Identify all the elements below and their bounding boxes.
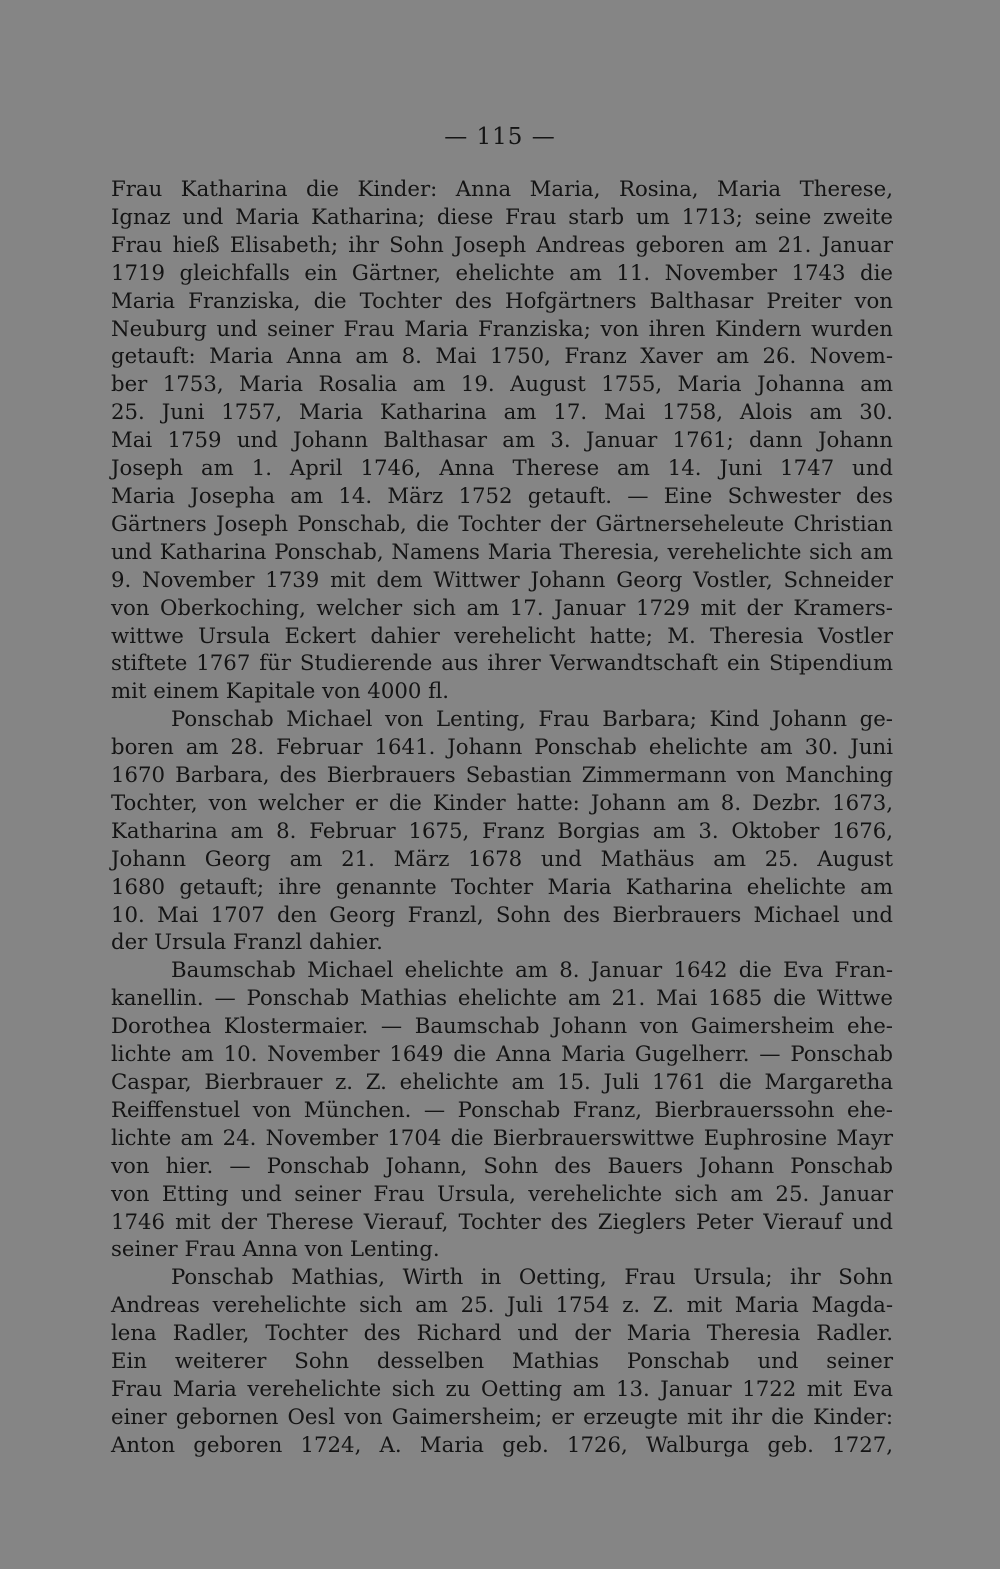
text-line: Reiffenstuel von München. — Ponschab Franz, Bierbrauerssohn ehe- — [111, 1097, 893, 1123]
text-line: von hier. — Ponschab Johann, Sohn des Bauers Johann Ponschab — [111, 1153, 893, 1179]
text-line: lena Radler, Tochter des Richard und der Maria Theresia Radler. — [111, 1321, 893, 1347]
text-line: kanellin. — Ponschab Mathias ehelichte am 21. Mai 1685 die Wittwe — [111, 986, 893, 1012]
text-line: Johann Georg am 21. März 1678 und Mathäus am 25. August — [111, 846, 893, 872]
text-line: einer gebornen Oesl von Gaimersheim; er erzeugte mit ihr die Kinder: — [111, 1404, 893, 1430]
text-line: Gärtners Joseph Ponschab, die Tochter der Gärtnerseheleute Christian — [111, 511, 893, 537]
text-line: Tochter, von welcher er die Kinder hatte: Johann am 8. Dezbr. 1673, — [111, 790, 893, 816]
text-line: seiner Frau Anna von Lenting. — [111, 1237, 440, 1263]
text-line: mit einem Kapitale von 4000 fl. — [111, 679, 450, 705]
text-line: 1719 gleichfalls ein Gärtner, ehelichte am 11. November 1743 die — [111, 260, 893, 286]
text-line: 1680 getauft; ihre genannte Tochter Maria Katharina ehelichte am — [111, 874, 893, 900]
page-number: — 115 — — [444, 124, 556, 150]
text-line: getauft: Maria Anna am 8. Mai 1750, Franz Xaver am 26. Novem- — [111, 344, 893, 370]
text-line: Joseph am 1. April 1746, Anna Therese am 14. Juni 1747 und — [111, 456, 893, 482]
text-line: Ignaz und Maria Katharina; diese Frau starb um 1713; seine zweite — [111, 204, 893, 230]
text-line: lichte am 10. November 1649 die Anna Maria Gugelherr. — Ponschab — [111, 1042, 893, 1068]
text-line: 25. Juni 1757, Maria Katharina am 17. Mai 1758, Alois am 30. — [111, 400, 893, 426]
text-line: 10. Mai 1707 den Georg Franzl, Sohn des Bierbrauers Michael und — [111, 902, 893, 928]
text-line: der Ursula Franzl dahier. — [111, 930, 383, 956]
text-line: Neuburg und seiner Frau Maria Franziska; von ihren Kindern wurden — [111, 316, 893, 342]
text-line: Katharina am 8. Februar 1675, Franz Borgias am 3. Oktober 1676, — [111, 818, 893, 844]
text-line: Ponschab Mathias, Wirth in Oetting, Frau Ursula; ihr Sohn — [171, 1265, 893, 1291]
text-line: Frau Katharina die Kinder: Anna Maria, Rosina, Maria Therese, — [111, 177, 893, 202]
text-line: Andreas verehelichte sich am 25. Juli 1754 z. Z. mit Maria Magda- — [111, 1293, 893, 1319]
text-line: stiftete 1767 für Studierende aus ihrer Verwandtschaft ein Stipendium — [111, 651, 893, 677]
text-line: Dorothea Klostermaier. — Baumschab Johann von Gaimersheim ehe- — [111, 1014, 893, 1040]
text-line: Frau hieß Elisabeth; ihr Sohn Joseph Andreas geboren am 21. Januar — [111, 232, 893, 258]
text-line: Ein weiterer Sohn desselben Mathias Ponschab und seiner — [111, 1349, 893, 1375]
text-line: Anton geboren 1724, A. Maria geb. 1726, Walburga geb. 1727, — [111, 1432, 893, 1458]
text-line: Maria Josepha am 14. März 1752 getauft. — Eine Schwester des — [111, 483, 893, 509]
text-line: 1670 Barbara, des Bierbrauers Sebastian Zimmermann von Manching — [111, 763, 893, 789]
text-line: lichte am 24. November 1704 die Bierbrauerswittwe Euphrosine Mayr — [111, 1125, 893, 1151]
text-line: von Oberkoching, welcher sich am 17. Januar 1729 mit der Kramers- — [111, 595, 893, 621]
text-line: 9. November 1739 mit dem Wittwer Johann Georg Vostler, Schneider — [111, 567, 893, 593]
text-line: und Katharina Ponschab, Namens Maria Theresia, verehelichte sich am — [111, 539, 893, 565]
text-line: ber 1753, Maria Rosalia am 19. August 1755, Maria Johanna am — [111, 372, 893, 398]
text-line: Frau Maria verehelichte sich zu Oetting am 13. Januar 1722 mit Eva — [111, 1376, 893, 1402]
text-line: 1746 mit der Therese Vierauf, Tochter des Zieglers Peter Vierauf und — [111, 1209, 893, 1235]
text-line: Maria Franziska, die Tochter des Hofgärtners Balthasar Preiter von — [111, 288, 893, 314]
text-line: wittwe Ursula Eckert dahier verehelicht hatte; M. Theresia Vostler — [111, 623, 893, 649]
text-line: von Etting und seiner Frau Ursula, verehelichte sich am 25. Januar — [111, 1181, 893, 1207]
body-text — [111, 176, 893, 1460]
text-line: boren am 28. Februar 1641. Johann Ponschab ehelichte am 30. Juni — [111, 735, 893, 761]
text-line: Mai 1759 und Johann Balthasar am 3. Januar 1761; dann Johann — [111, 428, 893, 454]
text-line: Caspar, Bierbrauer z. Z. ehelichte am 15. Juli 1761 die Margaretha — [111, 1070, 893, 1095]
text-line: Baumschab Michael ehelichte am 8. Januar 1642 die Eva Fran- — [171, 958, 893, 984]
text-line: Ponschab Michael von Lenting, Frau Barbara; Kind Johann ge- — [171, 707, 893, 733]
